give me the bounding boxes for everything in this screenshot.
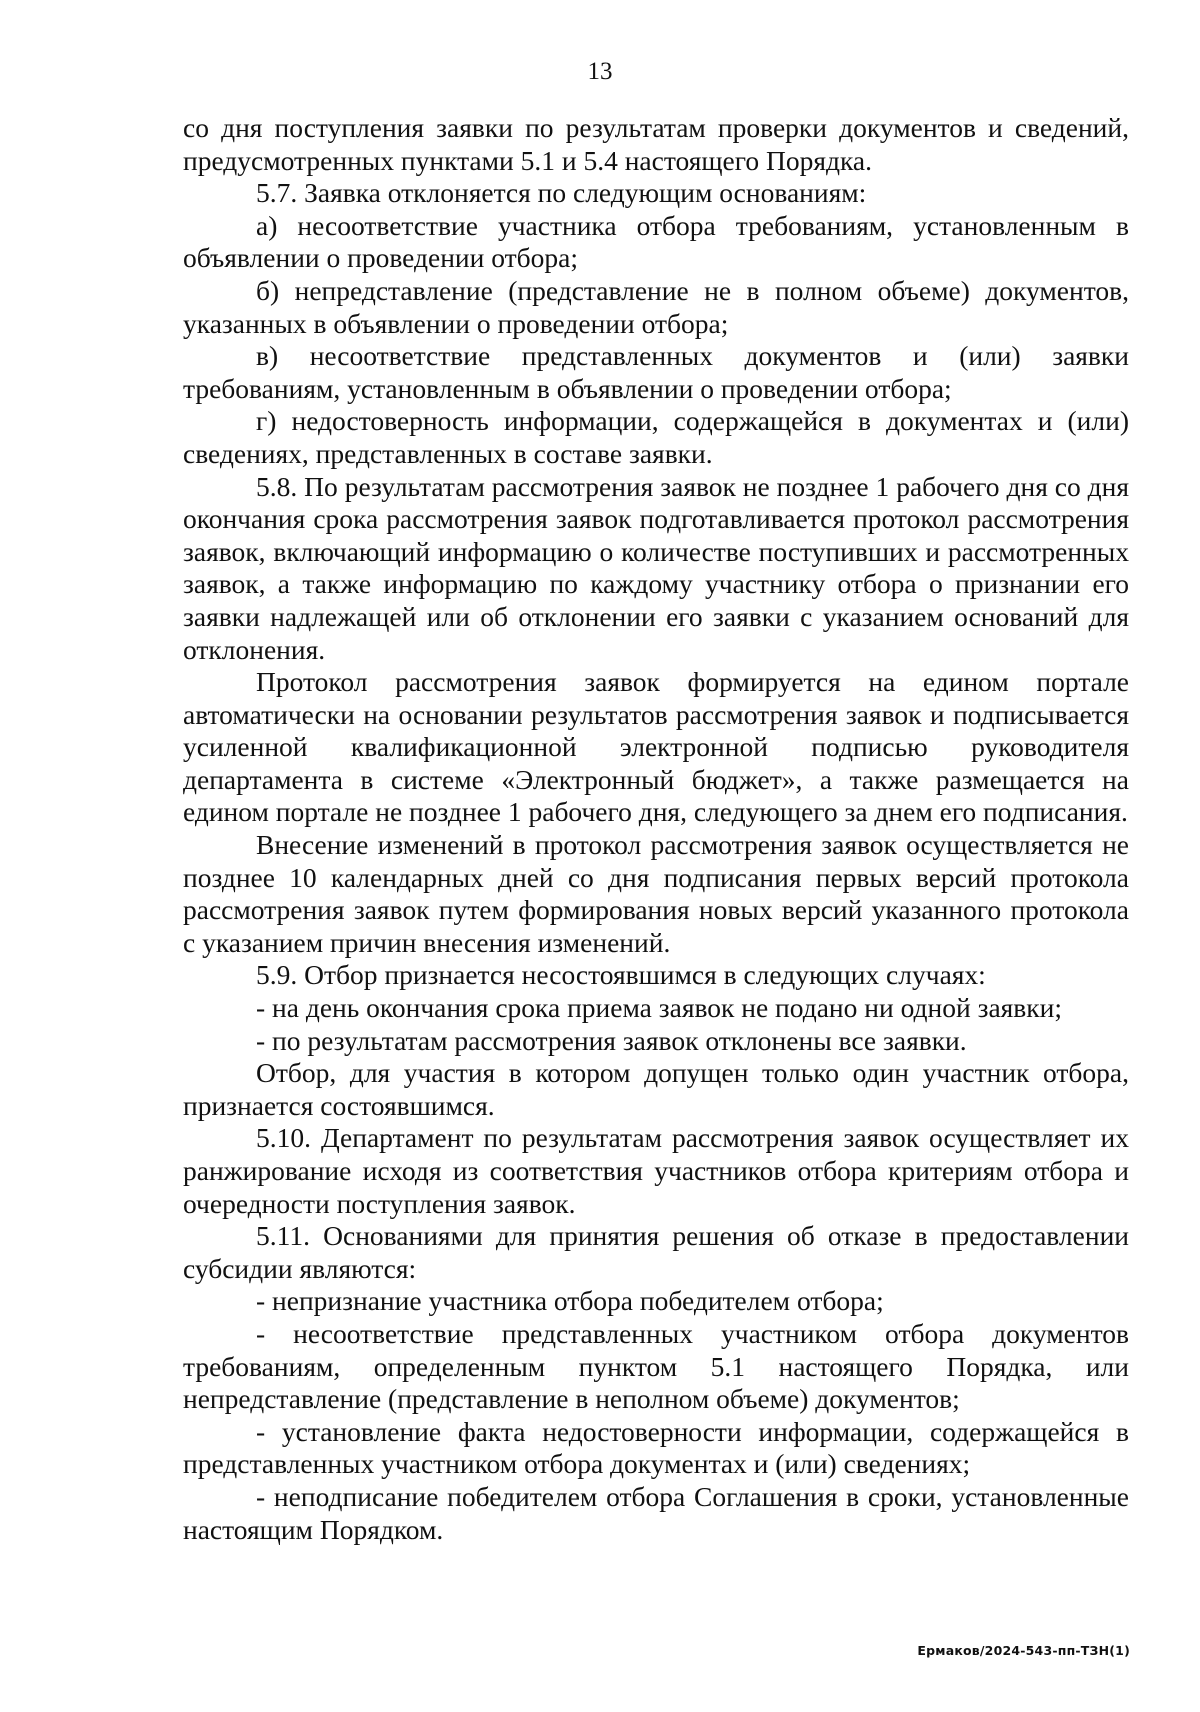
page-number: 13 bbox=[587, 58, 613, 85]
paragraph: - установление факта недостоверности информации, содержащейся в представленных участником отбора документах и (или) сведениях; bbox=[183, 1415, 1129, 1480]
paragraph: б) непредставление (представление не в полном объеме) документов, указанных в объявлении о проведении отбора; bbox=[183, 274, 1129, 339]
paragraph: а) несоответствие участника отбора требованиям, установленным в объявлении о проведении отбора; bbox=[183, 209, 1129, 274]
paragraph: - на день окончания срока приема заявок не подано ни одной заявки; bbox=[256, 992, 1062, 1024]
paragraph: Протокол рассмотрения заявок формируется на едином портале автоматически на основании результатов рассмотрения заявок и подписывается усиленной квалификационной электронной подписью руководителя департамента в системе «Электронный бюджет», а также размещается на едином портале не позднее 1 рабочего дня, следующего за днем его подписания. bbox=[183, 666, 1129, 828]
document-body bbox=[183, 112, 1129, 1546]
paragraph: со дня поступления заявки по результатам проверки документов и сведений, предусмотренных пунктами 5.1 и 5.4 настоящего Порядка. bbox=[183, 112, 1129, 176]
paragraph: 5.10. Департамент по результатам рассмотрения заявок осуществляет их ранжирование исходя из соответствия участников отбора критериям отбора и очередности поступления заявок. bbox=[183, 1122, 1129, 1219]
paragraph: 5.8. По результатам рассмотрения заявок не позднее 1 рабочего дня со дня окончания срока рассмотрения заявок подготавливается протокол рассмотрения заявок, включающий информацию о количестве поступивших и рассмотренных заявок, а также информацию по каждому участнику отбора о признании его заявки надлежащей или об отклонении его заявки с указанием оснований для отклонения. bbox=[183, 470, 1129, 665]
paragraph: в) несоответствие представленных документов и (или) заявки требованиям, установленным в объявлении о проведении отбора; bbox=[183, 340, 1129, 404]
paragraph: - непризнание участника отбора победителем отбора; bbox=[256, 1285, 884, 1317]
paragraph: 5.7. Заявка отклоняется по следующим основаниям: bbox=[256, 177, 867, 209]
paragraph: - несоответствие представленных участником отбора документов требованиям, определенным пунктом 5.1 настоящего Порядка, или непредставление (представление в неполном объеме) документов; bbox=[183, 1317, 1129, 1415]
paragraph: Внесение изменений в протокол рассмотрения заявок осуществляется не позднее 10 календарных дней со дня подписания первых версий протокола рассмотрения заявок путем формирования новых версий указанного протокола с указанием причин внесения изменений. bbox=[183, 829, 1129, 958]
paragraph: - по результатам рассмотрения заявок отклонены все заявки. bbox=[256, 1024, 967, 1056]
paragraph: Отбор, для участия в котором допущен только один участник отбора, признается состоявшимся. bbox=[183, 1057, 1129, 1121]
paragraph: - неподписание победителем отбора Соглашения в сроки, установленные настоящим Порядком. bbox=[183, 1480, 1129, 1545]
document-registration-code: Ермаков/2024-543-пп-ТЗН(1) bbox=[917, 1643, 1130, 1658]
paragraph: 5.9. Отбор признается несостоявшимся в следующих случаях: bbox=[256, 959, 986, 991]
paragraph: 5.11. Основаниями для принятия решения об отказе в предоставлении субсидии являются: bbox=[183, 1220, 1129, 1284]
paragraph: г) недостоверность информации, содержащейся в документах и (или) сведениях, представленных в составе заявки. bbox=[183, 405, 1129, 469]
